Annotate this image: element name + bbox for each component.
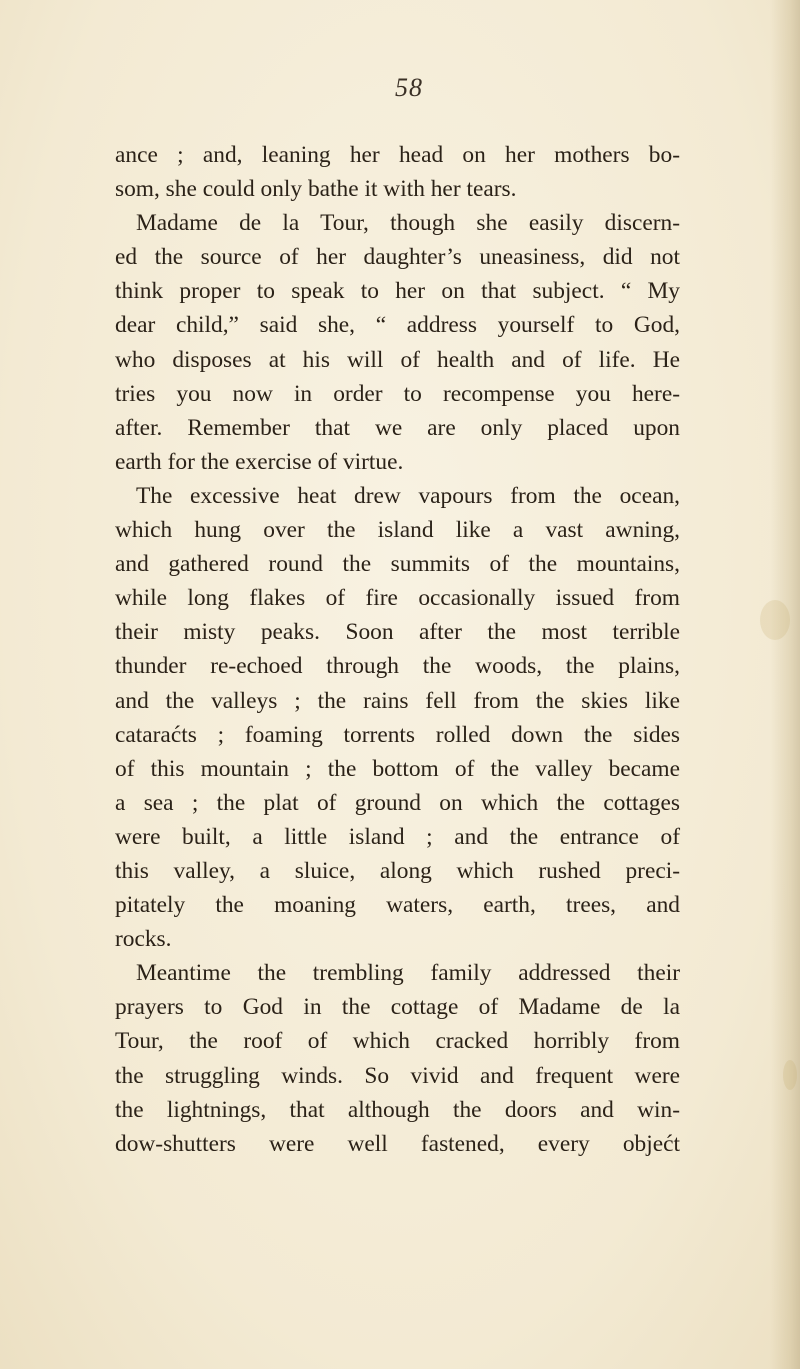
text-line: ance ; and, leaning her head on her mothers bo-	[115, 142, 680, 168]
text-line: think proper to speak to her on that subject. “ My	[115, 278, 680, 305]
text-line: prayers to God in the cottage of Madame de la	[115, 994, 680, 1021]
text-line: of this mountain ; the bottom of the valley became	[115, 755, 680, 782]
text-line: Tour, the roof of which cracked horribly from	[115, 1028, 680, 1055]
text-line: their misty peaks. Soon after the most terrible	[115, 619, 680, 646]
paragraph-start-line: Madame de la Tour, though she easily discern-	[136, 210, 680, 237]
text-line: dear child,” said she, “ address yourself to God,	[115, 312, 680, 339]
text-line: who disposes at his will of health and of life. He	[115, 346, 680, 373]
text-line: a sea ; the plat of ground on which the cottages	[115, 789, 680, 816]
text-line: rocks.	[115, 926, 172, 953]
text-line: ed the source of her daughter’s uneasiness, did not	[115, 244, 680, 271]
paper-stain	[760, 600, 790, 640]
text-line: the lightnings, that although the doors and win-	[115, 1096, 680, 1123]
text-line: tries you now in order to recompense you here-	[115, 380, 680, 407]
text-line: dow-shutters were well fastened, every objećt	[115, 1130, 680, 1157]
paragraph-start-line: The excessive heat drew vapours from the ocean,	[136, 482, 680, 509]
body-text	[115, 138, 680, 1161]
text-line: the struggling winds. So vivid and frequent were	[115, 1062, 680, 1089]
text-line: som, she could only bathe it with her tears.	[115, 176, 517, 203]
text-line: and gathered round the summits of the mountains,	[115, 551, 680, 578]
text-line: after. Remember that we are only placed upon	[115, 414, 680, 441]
page-number: 58	[395, 73, 423, 102]
text-line: which hung over the island like a vast awning,	[115, 517, 680, 544]
text-line: earth for the exercise of virtue.	[115, 448, 404, 475]
text-line: this valley, a sluice, along which rushed preci-	[115, 857, 680, 884]
text-line: cataraćts ; foaming torrents rolled down the sides	[115, 721, 680, 748]
paper-stain	[783, 1060, 797, 1090]
text-line: while long flakes of fire occasionally issued from	[115, 585, 680, 612]
text-line: and the valleys ; the rains fell from the skies like	[115, 687, 680, 714]
text-line: pitately the moaning waters, earth, trees, and	[115, 892, 680, 919]
text-line: were built, a little island ; and the entrance of	[115, 823, 680, 850]
paragraph-start-line: Meantime the trembling family addressed their	[136, 960, 680, 987]
text-line: thunder re-echoed through the woods, the plains,	[115, 653, 680, 680]
